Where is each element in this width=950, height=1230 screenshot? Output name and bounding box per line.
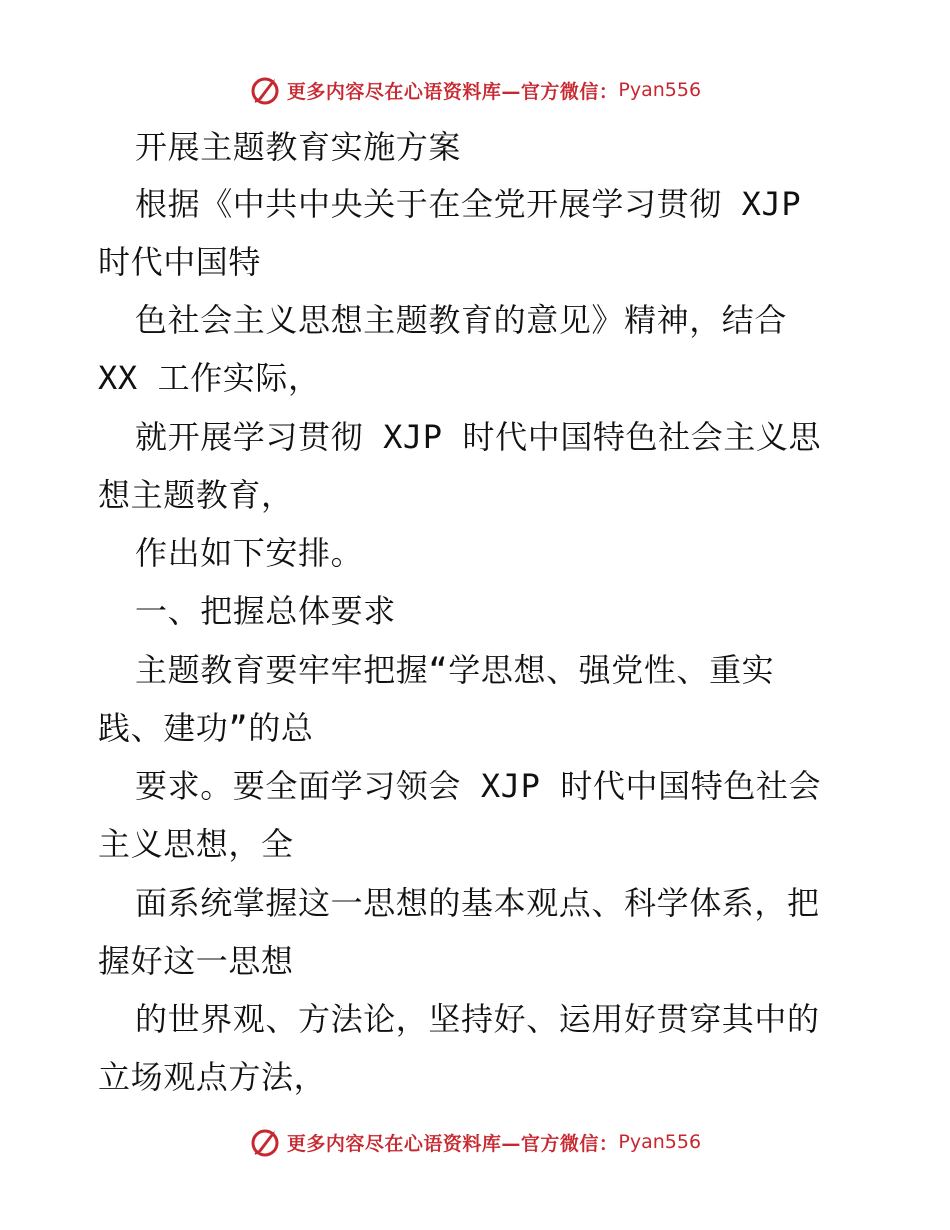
text-line: 色社会主义思想主题教育的意见》精神，结合: [135, 301, 788, 339]
text-line: 作出如下安排。: [135, 534, 364, 572]
text-line: 想主题教育，: [98, 476, 294, 514]
document-title: 开展主题教育实施方案: [135, 128, 462, 166]
header-watermark: [0, 72, 950, 108]
text-line: 主题教育要牢牢把握“学思想、强党性、重实: [135, 651, 775, 689]
text-line: 根据《中共中央关于在全党开展学习贯彻 XJP: [135, 185, 802, 223]
text-line: 的世界观、方法论，坚持好、运用好贯穿其中的: [135, 1000, 820, 1038]
watermark-handle: Pyan556: [618, 79, 702, 101]
watermark-text: 更多内容尽在心语资料库—官方微信：: [286, 1132, 619, 1155]
watermark-handle: Pyan556: [618, 1131, 702, 1153]
section-heading: 一、把握总体要求: [135, 592, 396, 630]
quill-pen-seal-icon: [249, 74, 281, 106]
text-line: 立场观点方法，: [98, 1058, 327, 1096]
text-line: 主义思想，全: [98, 825, 294, 863]
text-line: 就开展学习贯彻 XJP 时代中国特色社会主义思: [135, 418, 822, 456]
text-line: 握好这一思想: [98, 942, 294, 980]
text-line: XX 工作实际，: [98, 359, 321, 397]
quill-pen-seal-icon: [249, 1126, 281, 1158]
watermark-text: 更多内容尽在心语资料库—官方微信：: [286, 80, 619, 103]
footer-watermark: [0, 1124, 950, 1160]
text-line: 面系统掌握这一思想的基本观点、科学体系，把: [135, 884, 820, 922]
text-line: 时代中国特: [98, 243, 262, 281]
text-line: 践、建功”的总: [98, 709, 314, 747]
text-line: 要求。要全面学习领会 XJP 时代中国特色社会: [135, 767, 822, 805]
